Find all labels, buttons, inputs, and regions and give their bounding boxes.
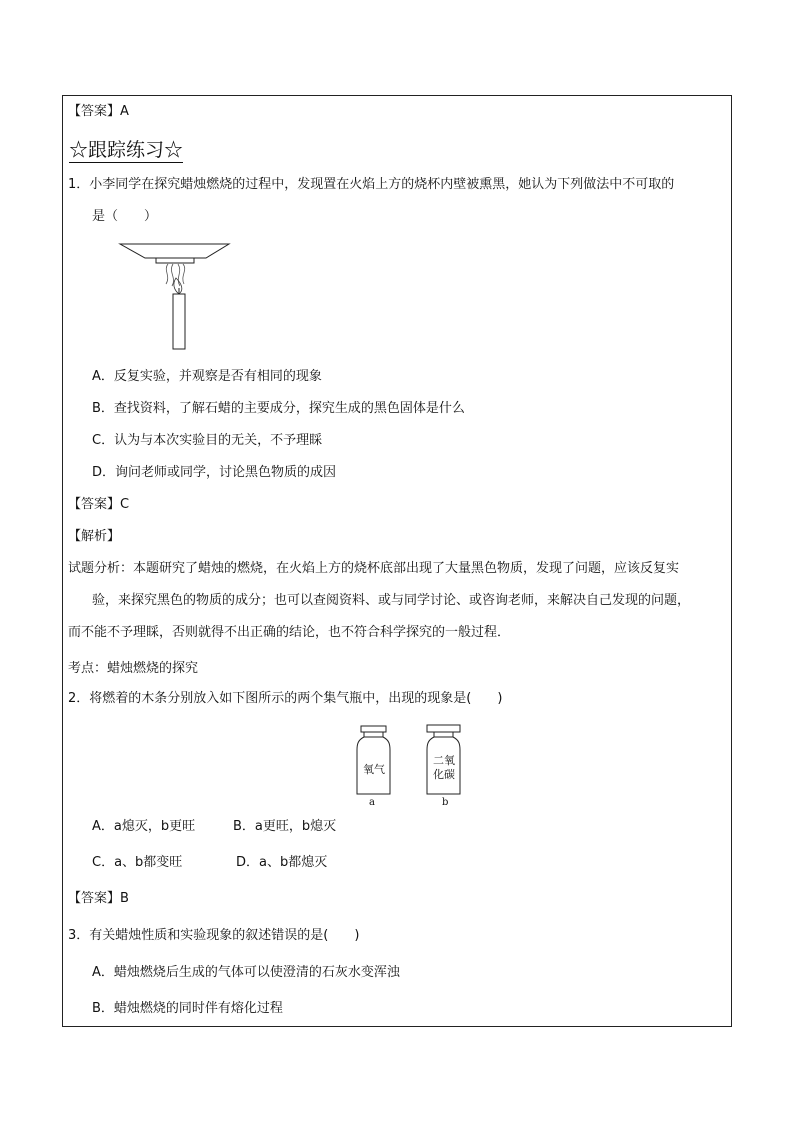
q2-stem: 2．将燃着的木条分别放入如下图所示的两个集气瓶中，出现的现象是( ) — [68, 691, 503, 706]
q1-option-a: A．反复实验，并观察是否有相同的现象 — [92, 369, 322, 384]
q2-option-a: A．a熄灭，b更旺 — [92, 819, 196, 834]
q1-option-b: B．查找资料，了解石蜡的主要成分，探究生成的黑色固体是什么 — [92, 401, 465, 416]
q3-option-a: A．蜡烛燃烧后生成的气体可以使澄清的石灰水变浑浊 — [92, 965, 400, 980]
q3-stem: 3．有关蜡烛性质和实验现象的叙述错误的是( ) — [68, 928, 360, 943]
bottle-b-caption: b — [442, 797, 449, 808]
q1-analysis-line3: 而不能不予理睬，否则就得不出正确的结论，也不符合科学探究的一般过程． — [68, 625, 511, 640]
q2-option-c: C．a、b都变旺 — [92, 855, 183, 870]
section-title: ☆跟踪练习☆ — [69, 139, 184, 161]
q1-analysis-label: 【解析】 — [68, 529, 121, 544]
q1-option-d: D．询问老师或同学，讨论黑色物质的成因 — [92, 465, 337, 480]
q2-answer: 【答案】B — [68, 891, 129, 906]
q1-exam-point: 考点：蜡烛燃烧的探究 — [68, 661, 199, 676]
q2-option-d: D．a、b都熄灭 — [236, 855, 328, 870]
q3-option-b: B．蜡烛燃烧的同时伴有熔化过程 — [92, 1001, 283, 1016]
bottle-b-label-line1: 二氧 — [433, 754, 455, 767]
q1-stem-line2: 是（ ） — [92, 209, 158, 224]
q1-analysis-line2: 验，来探究黑色的物质的成分；也可以查阅资料、或与同学讨论、或咨询老师，来解决自己发现的问题， — [92, 593, 691, 608]
bottle-b-label-line2: 化碳 — [433, 768, 455, 781]
previous-answer: 【答案】A — [68, 104, 129, 119]
q1-answer: 【答案】C — [68, 497, 130, 512]
q1-analysis-line1: 试题分析：本题研究了蜡烛的燃烧，在火焰上方的烧杯底部出现了大量黑色物质，发现了问题，应该反复实 — [68, 561, 680, 576]
q2-option-b: B．a更旺，b熄灭 — [233, 819, 337, 834]
bottle-a-label: 氧气 — [363, 763, 385, 776]
q1-option-c: C．认为与本次实验目的无关，不予理睬 — [92, 433, 323, 448]
candle-beaker-figure — [118, 240, 232, 354]
bottle-a-caption: a — [369, 797, 375, 808]
q1-stem-line1: 1．小李同学在探究蜡烛燃烧的过程中，发现置在火焰上方的烧杯内壁被熏黑，她认为下列做法中不可取的 — [68, 177, 675, 192]
